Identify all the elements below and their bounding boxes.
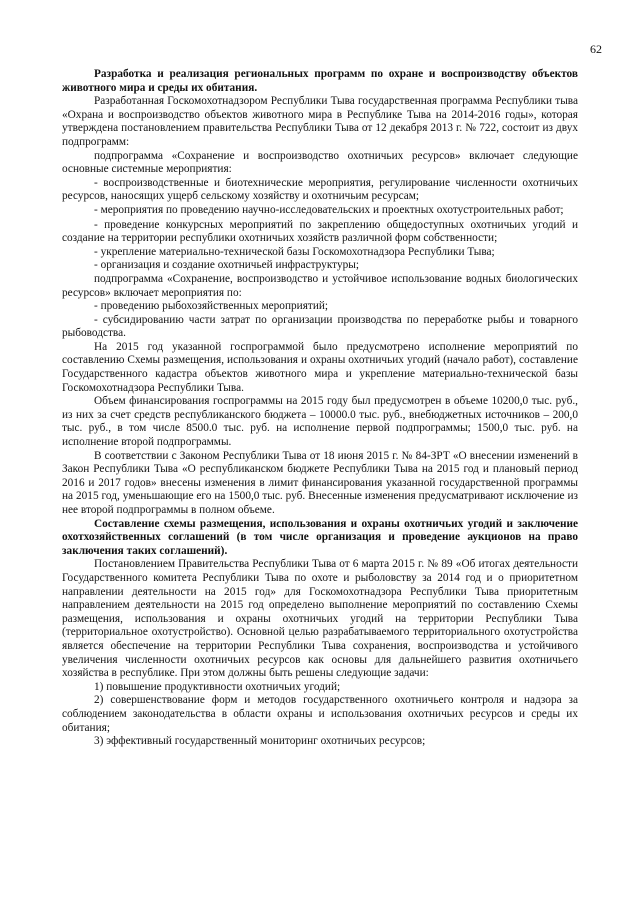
paragraph: Постановлением Правительства Республики Тыва от 6 марта 2015 г. № 89 «Об итогах деятельности Государственного комитета Республики Тыва по охоте и рыболовству за 2014 год и о приоритетном направлении деятельности на 2015 год» для Госкомохотнадзора Республики Тыва приоритетным направлением деятельности на 2015 год определено выполнение мероприятий по составлению Схемы размещения, использования и охраны охотничьих угодий на территории Республики Тыва (территориальное охотустройство). Основной целью разрабатываемого территориального охотустройства является обеспечение на территории Республики Тыва сохранения, воспроизводства и устойчивого увеличения численности охотничьих ресурсов как основы для дальнейшего развития охотничьего хозяйства в республике. При этом должны быть решены следующие задачи: bbox=[62, 558, 578, 680]
paragraph: В соответствии с Законом Республики Тыва от 18 июня 2015 г. № 84-ЗРТ «О внесении изменений в Закон Республики Тыва «О республиканском бюджете Республики Тыва на 2015 год и плановый период 2016 и 2017 годов» внесены изменения в лимит финансирования указанной государственной программы на 2015 год, уменьшающие его на 1500,0 тыс. руб. Внесенные изменения предусматривают исключение из нее второй подпрограммы в полном объеме. bbox=[62, 449, 578, 516]
list-item: - субсидированию части затрат по организации производства по переработке рыбы и товарного рыбоводства. bbox=[62, 313, 578, 340]
list-item: - проведению рыбохозяйственных мероприятий; bbox=[94, 300, 329, 313]
list-item: - проведение конкурсных мероприятий по закреплению общедоступных охотничьих угодий и создание на территории республики охотничьих хозяйств различной форм собственности; bbox=[62, 218, 578, 245]
list-item: 1) повышение продуктивности охотничьих угодий; bbox=[94, 680, 341, 693]
page-number: 62 bbox=[590, 42, 602, 56]
list-item: 2) совершенствование форм и методов государственного охотничьего контроля и надзора за соблюдением законодательства в области охраны и использования охотничьих ресурсов и среды их обитания; bbox=[62, 694, 578, 734]
document-body bbox=[62, 68, 578, 749]
section-heading-programs: Разработка и реализация региональных программ по охране и воспроизводству объектов животного мира и среды их обитания. bbox=[62, 68, 578, 94]
paragraph: подпрограмма «Сохранение и воспроизводство охотничьих ресурсов» включает следующие основные системные мероприятия: bbox=[62, 149, 578, 176]
list-item: - воспроизводственные и биотехнические мероприятия, регулирование численности охотничьих ресурсов, наносящих ущерб сельскому хозяйству и охотничьим ресурсам; bbox=[62, 176, 578, 203]
list-item: - укрепление материально-технической базы Госкомохотнадзора Республики Тыва; bbox=[94, 245, 495, 258]
paragraph: Объем финансирования госпрограммы на 2015 году был предусмотрен в объеме 10200,0 тыс. руб., из них за счет средств республиканского бюджета – 10000.0 тыс. руб., внебюджетных источников – 200,0 тыс. руб., в том числе 8500.0 тыс. руб. на исполнение первой подпрограммы; 1500,0 тыс. руб. на исполнение второй подпрограммы. bbox=[62, 395, 578, 449]
paragraph: На 2015 год указанной госпрограммой было предусмотрено исполнение мероприятий по составлению Схемы размещения, использования и охраны охотничьих угодий (начало работ), составление Государственного кадастра объектов животного мира и укрепление материально-технической базы Госкомохотнадзора Республики Тыва. bbox=[62, 340, 578, 394]
paragraph: подпрограмма «Сохранение, воспроизводство и устойчивое использование водных биологических ресурсов» включает мероприятия по: bbox=[62, 272, 578, 299]
list-item: 3) эффективный государственный мониторинг охотничьих ресурсов; bbox=[94, 735, 426, 748]
list-item: - мероприятия по проведению научно-исследовательских и проектных охотустроительных работ; bbox=[94, 203, 564, 216]
section-heading-scheme: Составление схемы размещения, использования и охраны охотничьих угодий и заключение охотхозяйственных соглашений (в том числе организация и проведение аукционов на право заключения таких соглашений). bbox=[62, 517, 578, 557]
list-item: - организация и создание охотничьей инфраструктуры; bbox=[94, 259, 359, 272]
paragraph: Разработанная Госкомохотнадзором Республики Тыва государственная программа Республики тыва «Охрана и воспроизводство объектов животного мира в Республике Тыва на 2014-2016 годы», которая утверждена постановлением правительства Республики Тыва от 12 декабря 2013 г. № 722, состоит из двух подпрограмм: bbox=[62, 95, 578, 148]
